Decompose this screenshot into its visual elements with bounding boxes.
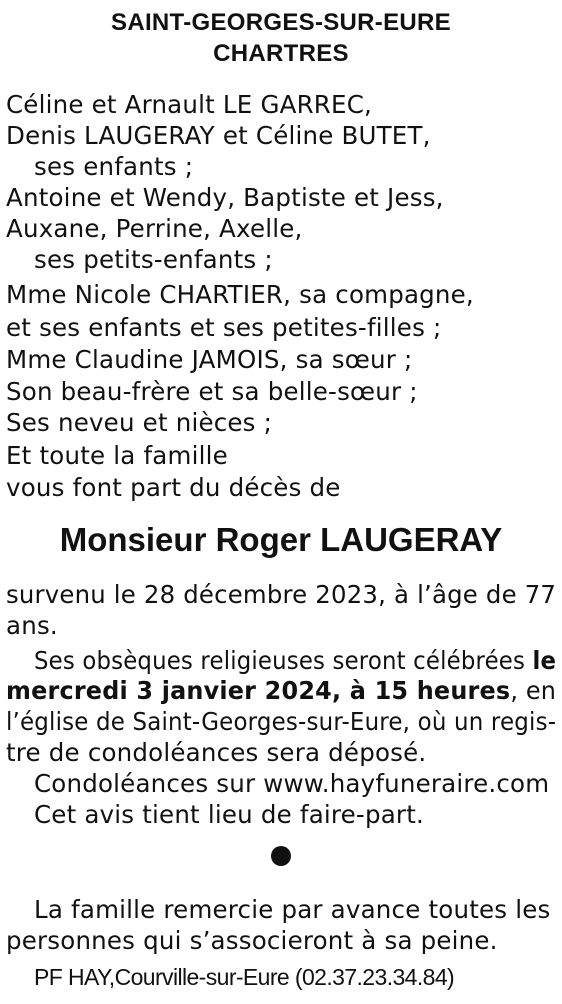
funeral-text: , en <box>510 676 557 705</box>
location-heading-2: CHARTRES <box>213 40 349 67</box>
thanks-line-1: La famille remercie par avance toutes les <box>34 895 551 924</box>
family-line: Denis LAUGERAY et Céline BUTET, <box>6 121 431 150</box>
funeral-line-1 <box>34 645 556 676</box>
family-line: ses enfants ; <box>34 152 194 181</box>
death-statement-cont: ans. <box>6 611 58 640</box>
funeral-text: Ses obsèques religieuses seront célébrées <box>34 646 526 675</box>
family-line: Et toute la famille <box>6 441 228 470</box>
family-line: Antoine et Wendy, Baptiste et Jess, <box>6 183 444 212</box>
family-line: Son beau-frère et sa belle-sœur ; <box>6 377 418 406</box>
family-line: Mme Nicole CHARTIER, sa compagne, <box>6 280 474 309</box>
funeral-line-2 <box>6 675 556 706</box>
funeral-home-contact: PF HAY,Courville-sur-Eure (02.37.23.34.84) <box>34 964 455 990</box>
family-line: ses petits-enfants ; <box>34 245 273 274</box>
notice-line: Cet avis tient lieu de faire-part. <box>34 800 424 829</box>
funeral-line-3: l’église de Saint-Georges-sur-Eure, où un regis- <box>6 707 557 736</box>
family-line: Ses neveu et nièces ; <box>6 408 273 437</box>
family-line: vous font part du décès de <box>6 473 341 502</box>
deceased-name: Monsieur Roger LAUGERAY <box>59 521 503 558</box>
family-line: Auxane, Perrine, Axelle, <box>6 214 303 243</box>
thanks-line-2: personnes qui s’associeront à sa peine. <box>6 926 498 955</box>
funeral-line-4: tre de condoléances sera déposé. <box>6 738 427 767</box>
location-heading-1: SAINT-GEORGES-SUR-EURE <box>111 9 451 36</box>
family-line: Céline et Arnault LE GARREC, <box>6 90 373 119</box>
bullet-separator-icon <box>271 846 291 866</box>
death-statement: survenu le 28 décembre 2023, à l’âge de 77 <box>6 580 557 609</box>
family-line: et ses enfants et ses petites-filles ; <box>6 313 442 342</box>
funeral-emphasis: le <box>532 646 557 675</box>
funeral-date: mercredi 3 janvier 2024, à 15 heures <box>6 676 511 705</box>
family-line: Mme Claudine JAMOIS, sa sœur ; <box>6 345 413 374</box>
condolences-line: Condoléances sur www.hayfuneraire.com <box>34 769 550 798</box>
